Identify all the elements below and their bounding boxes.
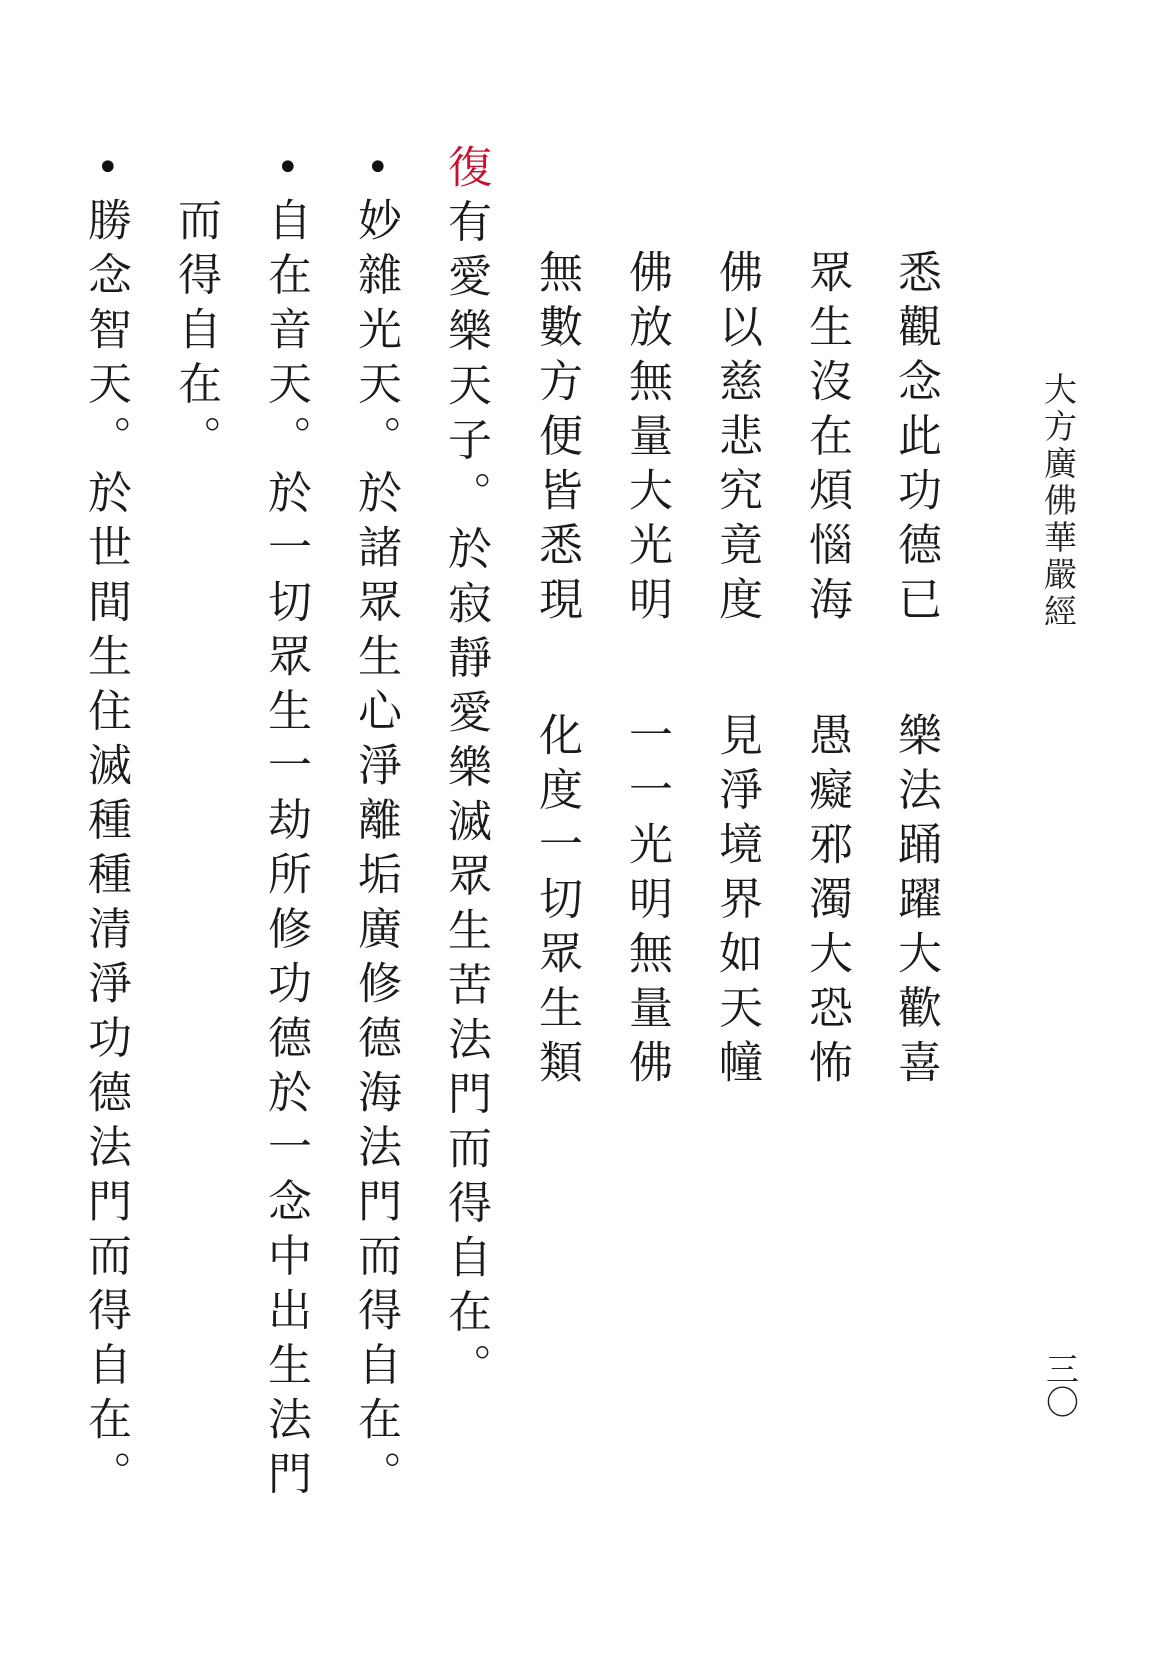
section-lead-char: 復 xyxy=(440,144,491,199)
bullet-marker: • xyxy=(96,145,120,191)
running-title: 大方廣佛華嚴經 xyxy=(1039,372,1078,631)
verse-2-upper: 眾生沒在煩惱海 xyxy=(801,249,852,631)
verse-5-upper: 無數方便皆悉現 xyxy=(531,249,582,631)
verse-5-lower: 化度一切眾生類 xyxy=(531,712,582,1094)
verse-3-upper: 佛以慈悲究竟度 xyxy=(711,249,762,631)
verse-2-lower: 愚癡邪濁大恐怖 xyxy=(801,712,852,1094)
prose-2: 妙雜光天。於諸眾生心淨離垢廣修德海法門而得自在。 xyxy=(350,197,401,1505)
prose-1-text: 有愛樂天子。於寂靜愛樂滅眾生苦法門而得自在。 xyxy=(440,198,491,1398)
page-number: 三〇 xyxy=(1041,1352,1080,1418)
bullet-marker: • xyxy=(276,145,300,191)
prose-5: 勝念智天。於世間生住滅種種清淨功德法門而得自在。 xyxy=(80,197,131,1505)
prose-1 xyxy=(440,144,491,1398)
prose-4: 而得自在。 xyxy=(170,197,221,470)
verse-1-lower: 樂法踊躍大歡喜 xyxy=(890,712,941,1094)
verse-1-upper: 悉觀念此功德已 xyxy=(890,249,941,631)
verse-4-lower: 一一光明無量佛 xyxy=(621,712,672,1094)
prose-3: 自在音天。於一切眾生一劫所修功德於一念中出生法門 xyxy=(260,197,311,1505)
bullet-marker: • xyxy=(366,145,390,191)
verse-4-upper: 佛放無量大光明 xyxy=(621,249,672,631)
verse-3-lower: 見淨境界如天幢 xyxy=(711,712,762,1094)
